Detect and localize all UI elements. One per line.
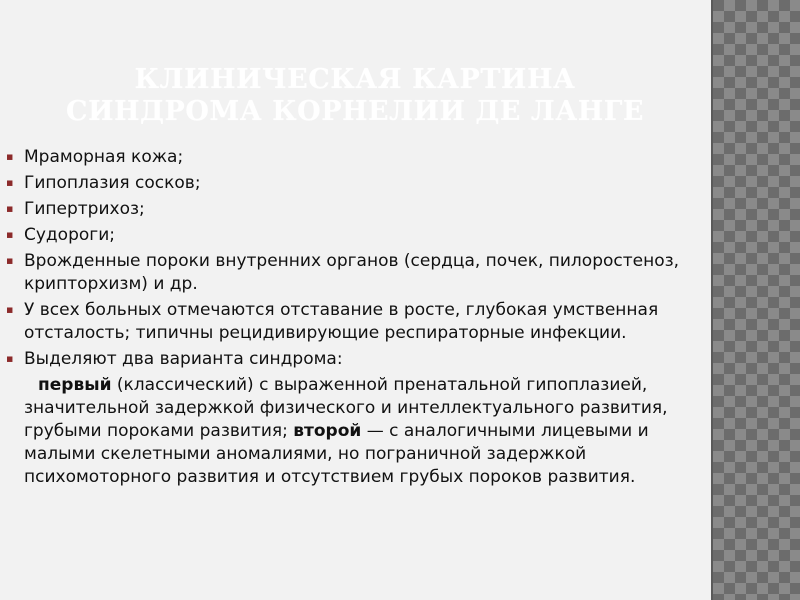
variant-second-text: — с аналогичными лицевыми и малыми скелетными аномалиями, но пограничной задержкой психомоторного развития и отсутствием грубых пороков развития. xyxy=(24,421,649,487)
list-item xyxy=(6,198,696,221)
list-item-text: Врожденные пороки внутренних органов (сердца, почек, пилоростеноз, крипторхизм) и др. xyxy=(24,251,680,294)
list-item xyxy=(6,224,696,247)
variants-paragraph xyxy=(6,374,696,489)
list-item xyxy=(6,348,696,371)
title-line-2: СИНДРОМА КОРНЕЛИИ ДЕ ЛАНГЕ xyxy=(66,96,644,127)
list-item xyxy=(6,146,696,169)
slide-title xyxy=(20,64,690,128)
bullet-icon: ▪ xyxy=(6,254,14,267)
bullet-icon: ▪ xyxy=(6,228,14,241)
list-item xyxy=(6,250,696,296)
variant-first-term: первый xyxy=(38,375,112,395)
list-item-text: У всех больных отмечаются отставание в росте, глубокая умственная отсталость; типичны рецидивирующие респираторные инфекции. xyxy=(24,300,659,343)
bullet-icon: ▪ xyxy=(6,352,14,365)
list-item-text: Мраморная кожа; xyxy=(24,147,184,167)
decorative-side-pattern xyxy=(711,0,800,600)
list-item-text: Выделяют два варианта синдрома: xyxy=(24,349,343,369)
bullet-icon: ▪ xyxy=(6,176,14,189)
bullet-icon: ▪ xyxy=(6,303,14,316)
list-item-text: Гипертрихоз; xyxy=(24,199,145,219)
list-item xyxy=(6,172,696,195)
variant-second-term: второй xyxy=(293,421,362,441)
slide-content xyxy=(6,146,696,489)
title-line-1: КЛИНИЧЕСКАЯ КАРТИНА xyxy=(134,64,576,95)
list-item xyxy=(6,299,696,345)
list-item-text: Судороги; xyxy=(24,225,115,245)
list-item-text: Гипоплазия сосков; xyxy=(24,173,201,193)
variant-first-text: (классический) с выраженной пренатальной гипоплазией, значительной задержкой физического и интеллектуального развития, грубыми пороками развития; xyxy=(24,375,668,441)
bullet-icon: ▪ xyxy=(6,202,14,215)
bullet-icon: ▪ xyxy=(6,150,14,163)
